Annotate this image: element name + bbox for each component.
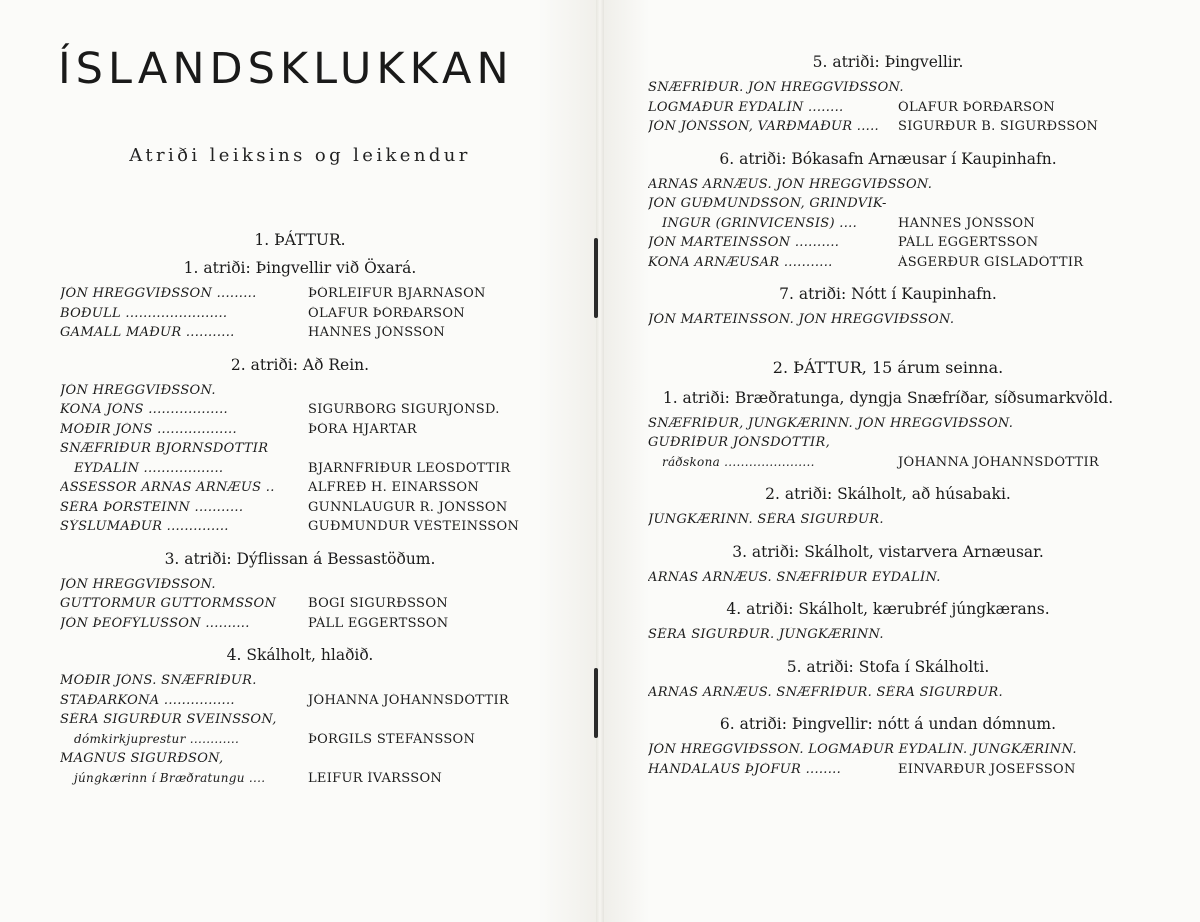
actor-name: LEIFUR ÍVARSSON: [308, 770, 443, 786]
scene-block: [648, 714, 1128, 781]
cast-row: [60, 422, 540, 442]
role-name: KONA ARNÆUSAR ...........: [648, 254, 833, 270]
cast-row: [60, 751, 540, 771]
role-name: SÉRA ÞORSTEINN ...........: [60, 499, 244, 515]
scene-heading: 7. atriði: Nótt í Kaupinhafn.: [779, 285, 997, 303]
scene-block: [648, 149, 1128, 275]
role-name: ARNAS ARNÆUS. SNÆFRÍÐUR. SÉRA SIGURÐUR.: [648, 684, 1003, 700]
role-name: JÓN HREGGVIÐSSON. LÖGMAÐUR EYDALÍN. JÚNGKÆRINN.: [648, 742, 1077, 757]
actor-name: ÁSGERÐUR GÍSLADÓTTIR: [898, 254, 1084, 270]
cast-row: [648, 570, 1128, 590]
cast-row: [648, 416, 1128, 436]
cast-row: [648, 435, 1128, 455]
staple-top: [594, 238, 598, 318]
act-heading: 2. ÞÁTTUR, 15 árum seinna.: [772, 357, 1004, 377]
actor-name: ÓLAFUR ÞÓRÐARSON: [308, 305, 465, 321]
scene-heading: 2. atriði: Skálholt, að húsabaki.: [765, 485, 1011, 503]
scene-block: [60, 549, 540, 636]
act-heading: 1. ÞÁTTUR.: [254, 231, 346, 249]
cast-row: [60, 519, 540, 539]
right-scenes: [648, 52, 1128, 781]
cast-row: [60, 673, 540, 693]
role-name: GUTTORMUR GUTTORMSSON: [60, 596, 277, 611]
cast-row: [60, 480, 540, 500]
actor-name: GUNNLAUGUR R. JÓNSSON: [308, 499, 508, 515]
left-cast-list: [60, 230, 540, 796]
role-name: SÝSLUMAÐUR ..............: [60, 519, 229, 534]
cast-row: [648, 216, 1128, 236]
cast-row: [648, 742, 1128, 762]
cast-row: [60, 402, 540, 422]
scene-block: [648, 484, 1128, 532]
left-scenes: [60, 258, 540, 790]
scene-block: [60, 355, 540, 539]
role-name: JÓN MARTEINSSON ..........: [648, 235, 840, 250]
role-name: MAGNÚS SIGURÐSON,: [60, 751, 224, 766]
scene-heading: 2. atriði: Að Rein.: [230, 355, 370, 374]
cast-row: [60, 732, 540, 752]
actor-name: EINVARÐUR JÓSEFSSON: [898, 761, 1076, 777]
cast-row: [60, 325, 540, 345]
cast-row: [60, 441, 540, 461]
actor-name: ALFREÐ H. EINARSSON: [308, 480, 480, 495]
cast-row: [60, 461, 540, 481]
scene-block: [648, 542, 1128, 590]
role-name: SÉRA SIGURÐUR SVEINSSON,: [60, 712, 277, 727]
role-name: SNÆFRÍÐUR. JÓN HREGGVIÐSSON.: [648, 80, 904, 95]
role-name: MÓÐIR JÓNS. SNÆFRÍÐUR.: [60, 673, 257, 688]
role-name: BÖÐULL .......................: [60, 305, 228, 321]
role-name: dómkirkjuprestur ............: [74, 731, 240, 746]
role-name: JÓN HREGGVIÐSSON.: [60, 576, 216, 592]
actor-name: PÁLL EGGERTSSON: [898, 235, 1039, 250]
actor-name: ÓLAFUR ÞÓRÐARSON: [898, 99, 1055, 115]
role-name: JÓN MARTEINSSON. JÓN HREGGVIÐSSON.: [648, 312, 955, 327]
staple-bottom: [594, 668, 598, 738]
role-name: INGUR (GRINVICENSIS) ....: [662, 215, 858, 231]
cast-row: [648, 312, 1128, 332]
cast-row: [60, 596, 540, 616]
actor-name: JÓHANNA JÓHANNSDÓTTIR: [898, 454, 1100, 470]
role-name: LÖGMAÐUR EYDALÍN ........: [648, 99, 844, 115]
role-name: GAMALL MAÐUR ...........: [60, 325, 235, 340]
cast-row: [60, 577, 540, 597]
scene-heading: 5. atriði: Stofa í Skálholti.: [786, 657, 990, 676]
scene-heading: 1. atriði: Bræðratunga, dyngja Snæfríðar, síðsumarkvöld.: [662, 388, 1114, 407]
scene-heading: 1. atriði: Þingvellir við Öxará.: [183, 259, 417, 277]
cast-row: [60, 616, 540, 636]
role-name: HANDALAUS ÞJÓFUR ........: [648, 761, 842, 777]
scene-heading: 3. atriði: Skálholt, vistarvera Arnæusar.: [732, 542, 1044, 561]
actor-name: HANNES JÓNSSON: [898, 215, 1036, 231]
role-name: ASSESSOR ARNAS ARNÆUS ..: [60, 480, 275, 495]
cast-row: [648, 512, 1128, 532]
role-name: GUÐRÍÐUR JÓNSDÓTTIR,: [648, 435, 830, 450]
actor-name: SIGURÐUR B. SIGURÐSSON: [898, 119, 1099, 134]
cast-row: [648, 627, 1128, 647]
scene-block: [648, 52, 1128, 139]
actor-name: ÞÓRLEIFUR BJARNASON: [308, 286, 486, 301]
scene-block: [60, 258, 540, 345]
cast-row: [60, 500, 540, 520]
scene-heading: 5. atriði: Þingvellir.: [812, 53, 964, 71]
actor-name: HANNES JÓNSSON: [308, 325, 446, 340]
scene-heading: 6. atriði: Þingvellir: nótt á undan dómnum.: [719, 715, 1057, 733]
scene-block: [648, 284, 1128, 332]
book-gutter: [596, 0, 604, 922]
scene-block: [648, 599, 1128, 647]
role-name: JÓN ÞEÓFÝLUSSON ..........: [60, 615, 250, 631]
scene-block: [648, 358, 1128, 378]
page-title: ÍSLANDSKLUKKAN: [58, 44, 514, 94]
role-name: ráðskona ......................: [662, 454, 815, 469]
actor-name: GUÐMUNDUR VÉSTEINSSON: [308, 519, 520, 534]
cast-row: [648, 80, 1128, 100]
role-name: JÓN HREGGVIÐSSON .........: [60, 286, 257, 301]
role-name: ARNAS ARNÆUS. SNÆFRÍÐUR EYDALÍN.: [648, 569, 941, 585]
role-name: KONA JÓNS ..................: [60, 402, 228, 417]
actor-name: JÓHANNA JÓHANNSDÓTTIR: [308, 692, 510, 708]
cast-row: [60, 712, 540, 732]
cast-row: [60, 771, 540, 791]
scene-block: [648, 388, 1128, 475]
role-name: SÉRA SIGURÐUR. JÚNGKÆRINN.: [648, 627, 884, 642]
role-name: ARNAS ARNÆUS. JÓN HREGGVIÐSSON.: [648, 176, 933, 192]
actor-name: SIGURBORG SIGURJÓNSD.: [308, 402, 500, 417]
cast-row: [648, 235, 1128, 255]
cast-row: [648, 177, 1128, 197]
role-name: SNÆFRÍÐUR BJÖRNSDÓTTIR: [60, 441, 269, 456]
actor-name: BOGI SIGURÐSSON: [308, 596, 448, 611]
scene-heading: 4. atriði: Skálholt, kærubréf júngkærans.: [726, 600, 1050, 618]
cast-row: [60, 693, 540, 713]
right-cast-list: [648, 52, 1128, 787]
cast-row: [60, 286, 540, 306]
cast-row: [648, 119, 1128, 139]
role-name: STAÐARKONA ................: [60, 692, 235, 708]
role-name: JÓN GUÐMUNDSSON, GRINDVÍK-: [648, 196, 887, 211]
cast-row: [648, 100, 1128, 120]
role-name: SNÆFRÍÐUR, JÚNGKÆRINN. JÓN HREGGVIÐSSON.: [648, 415, 1014, 431]
role-name: MÓÐIR JÓNS ..................: [60, 421, 237, 437]
actor-name: ÞÓRA HJARTAR: [308, 421, 417, 437]
scene-block: [60, 645, 540, 790]
role-name: EYDALÍN ..................: [74, 460, 224, 476]
role-name: JÓN JÓNSSON, VARÐMAÐUR .....: [648, 119, 879, 134]
cast-row: [60, 383, 540, 403]
role-name: JÓN HREGGVIÐSSON.: [60, 382, 216, 398]
cast-row: [648, 455, 1128, 475]
actor-name: BJARNFRÍÐUR LEÓSDÓTTIR: [308, 460, 511, 476]
scene-block: [648, 657, 1128, 705]
scene-heading: 6. atriði: Bókasafn Arnæusar í Kaupinhafn.: [719, 149, 1057, 168]
scene-heading: 3. atriði: Dýflissan á Bessastöðum.: [164, 549, 436, 568]
actor-name: ÞORGILS STEFÁNSSON: [308, 731, 476, 747]
page-subtitle: Atriði leiksins og leikendur: [129, 145, 471, 166]
role-name: júngkærinn í Bræðratungu ....: [74, 770, 266, 785]
cast-row: [648, 685, 1128, 705]
actor-name: PÁLL EGGERTSSON: [308, 615, 449, 631]
cast-row: [648, 196, 1128, 216]
cast-row: [60, 306, 540, 326]
cast-row: [648, 762, 1128, 782]
role-name: JÚNGKÆRINN. SÉRA SIGURÐUR.: [648, 512, 884, 527]
cast-row: [648, 255, 1128, 275]
scene-heading: 4. Skálholt, hlaðið.: [226, 646, 374, 664]
